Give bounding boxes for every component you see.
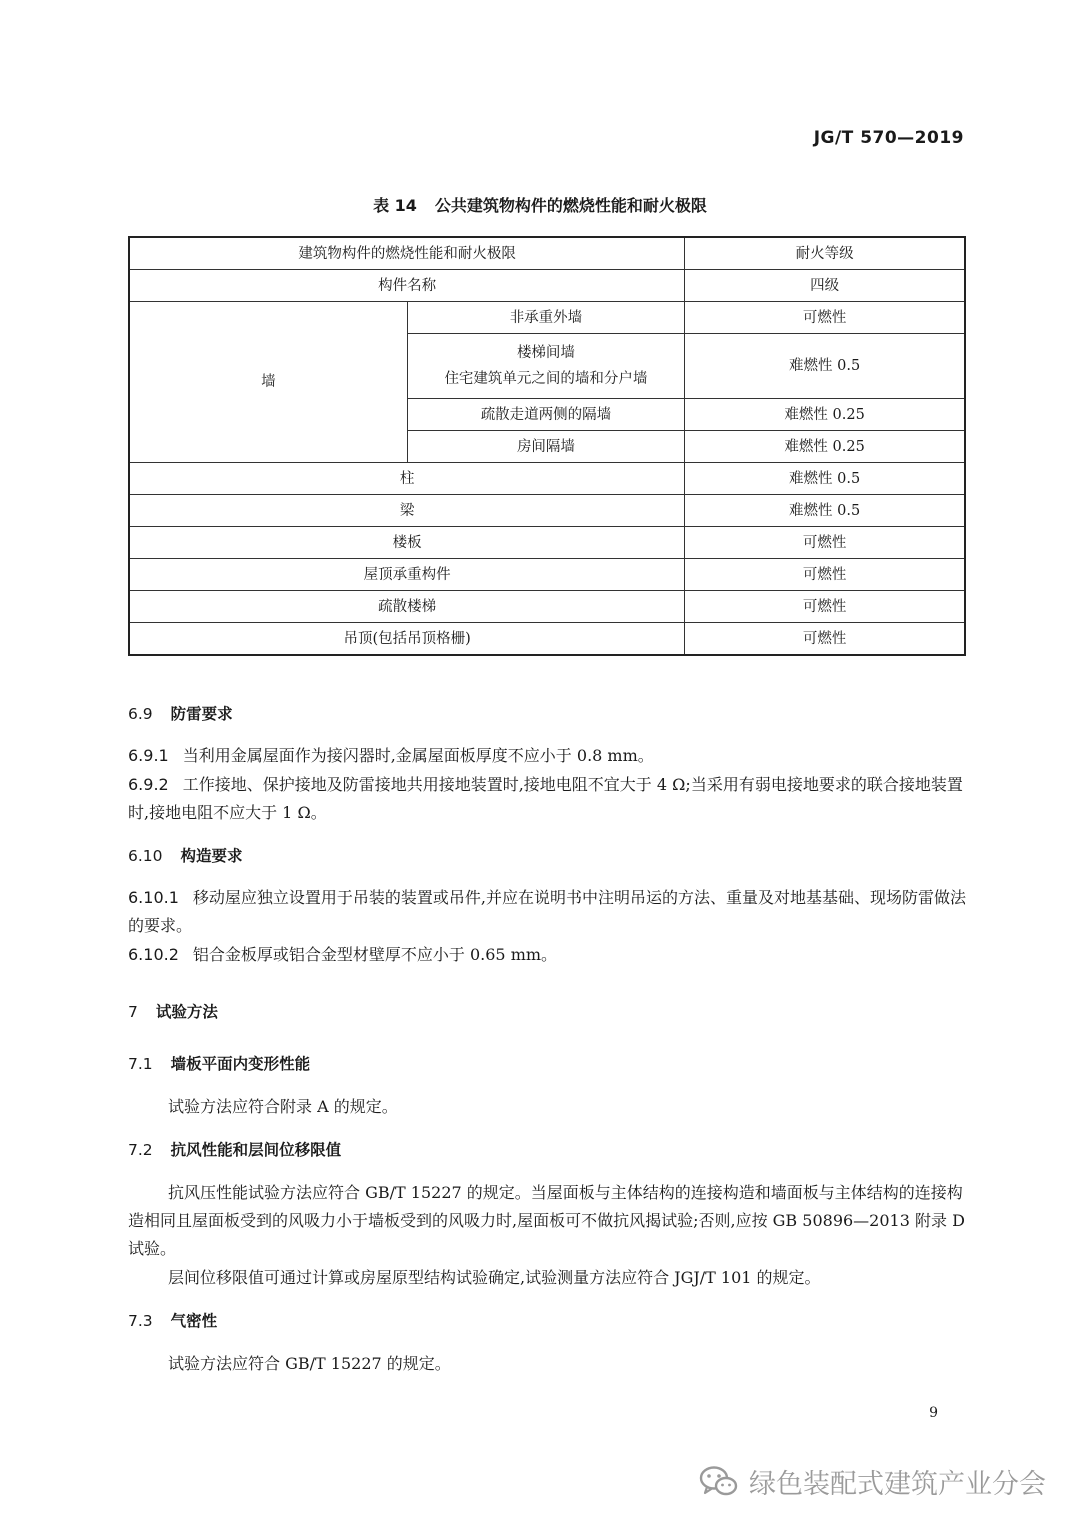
header-cell: 四级	[685, 270, 965, 302]
table-cell: 难燃性 0.5	[685, 334, 965, 399]
table-header-row	[129, 270, 965, 302]
section-title: 墙板平面内变形性能	[170, 1055, 311, 1073]
table-caption: 公共建筑物构件的燃烧性能和耐火极限	[434, 196, 707, 215]
clause-number: 6.9.2	[128, 775, 169, 794]
table-cell: 难燃性 0.25	[685, 399, 965, 431]
cell-line: 住宅建筑单元之间的墙和分户墙	[444, 371, 648, 387]
table-cell: 柱	[129, 463, 685, 495]
table-cell: 梁	[129, 495, 685, 527]
section-title: 构造要求	[180, 847, 243, 865]
table-cell: 可燃性	[685, 559, 965, 591]
clause-text: 当利用金属屋面作为接闪器时,金属屋面板厚度不应小于 0.8 mm。	[182, 746, 654, 765]
table-cell: 难燃性 0.25	[685, 431, 965, 463]
table-row	[129, 463, 965, 495]
wechat-icon	[699, 1465, 739, 1499]
section-heading-6-9	[128, 700, 966, 728]
table-title	[0, 193, 1080, 216]
fire-resistance-table	[128, 236, 966, 656]
standard-code: JG/T 570—2019	[813, 128, 964, 148]
clause-6-9-2	[128, 771, 966, 827]
watermark	[699, 1462, 1046, 1501]
table-cell: 屋顶承重构件	[129, 559, 685, 591]
wall-group-label: 墙	[129, 302, 407, 463]
table-row	[129, 623, 965, 656]
table-cell: 可燃性	[685, 623, 965, 656]
section-number: 6.10	[128, 847, 163, 865]
table-cell: 疏散走道两侧的隔墙	[407, 399, 685, 431]
section-heading-7-3	[128, 1307, 966, 1335]
section-heading-7-1	[128, 1050, 966, 1078]
table-cell: 可燃性	[685, 591, 965, 623]
header-cell: 构件名称	[129, 270, 685, 302]
section-heading-7-2	[128, 1136, 966, 1164]
table-cell: 非承重外墙	[407, 302, 685, 334]
section-heading-6-10	[128, 842, 966, 870]
cell-line: 楼梯间墙	[516, 345, 575, 361]
paragraph-7-1: 试验方法应符合附录 A 的规定。	[168, 1097, 398, 1116]
clause-6-10-2	[128, 941, 966, 969]
clause-6-9-1	[128, 742, 966, 770]
table-row	[129, 302, 965, 334]
table-row	[129, 495, 965, 527]
table-cell: 难燃性 0.5	[685, 495, 965, 527]
paragraph-7-2-a: 抗风压性能试验方法应符合 GB/T 15227 的规定。当屋面板与主体结构的连接构造和墙面板与主体结构的连接构造相同且屋面板受到的风吸力小于墙板受到的风吸力时,屋面板可不做抗风揭试验;否则,应按 GB 50896—2013 附录 D 试验。	[128, 1183, 965, 1258]
table-row	[129, 559, 965, 591]
clause-number: 6.9.1	[128, 746, 169, 765]
section-number: 7.2	[128, 1141, 153, 1159]
page-number: 9	[929, 1405, 938, 1421]
table-cell: 可燃性	[685, 302, 965, 334]
table-cell: 楼板	[129, 527, 685, 559]
table-cell: 疏散楼梯	[129, 591, 685, 623]
section-title: 抗风性能和层间位移限值	[170, 1141, 342, 1159]
chapter-title: 试验方法	[155, 1003, 218, 1021]
paragraph-7-3: 试验方法应符合 GB/T 15227 的规定。	[168, 1354, 451, 1373]
table-header-row	[129, 237, 965, 270]
clause-number: 6.10.2	[128, 945, 179, 964]
clause-6-10-1	[128, 884, 966, 940]
header-cell: 耐火等级	[685, 237, 965, 270]
table-row	[129, 591, 965, 623]
paragraph-7-2-b: 层间位移限值可通过计算或房屋原型结构试验确定,试验测量方法应符合 JGJ/T 101 的规定。	[168, 1268, 821, 1287]
table-cell: 吊顶(包括吊顶格栅)	[129, 623, 685, 656]
table-number: 表 14	[373, 196, 417, 215]
chapter-number: 7	[128, 1003, 138, 1021]
table-row	[129, 527, 965, 559]
header-cell: 建筑物构件的燃烧性能和耐火极限	[129, 237, 685, 270]
section-number: 7.3	[128, 1312, 153, 1330]
section-number: 7.1	[128, 1055, 153, 1073]
clause-text: 铝合金板厚或铝合金型材壁厚不应小于 0.65 mm。	[192, 945, 558, 964]
table-cell: 可燃性	[685, 527, 965, 559]
clause-number: 6.10.1	[128, 888, 179, 907]
table-cell	[407, 334, 685, 399]
table-cell: 房间隔墙	[407, 431, 685, 463]
chapter-heading-7	[128, 998, 966, 1026]
section-title: 气密性	[170, 1312, 218, 1330]
clause-text: 移动屋应独立设置用于吊装的装置或吊件,并应在说明书中注明吊运的方法、重量及对地基基础、现场防雷做法的要求。	[128, 888, 966, 935]
section-title: 防雷要求	[170, 705, 233, 723]
clause-text: 工作接地、保护接地及防雷接地共用接地装置时,接地电阻不宜大于 4 Ω;当采用有弱电接地要求的联合接地装置时,接地电阻不应大于 1 Ω。	[128, 775, 963, 822]
section-number: 6.9	[128, 705, 153, 723]
watermark-text: 绿色装配式建筑产业分会	[749, 1469, 1046, 1500]
table-cell: 难燃性 0.5	[685, 463, 965, 495]
